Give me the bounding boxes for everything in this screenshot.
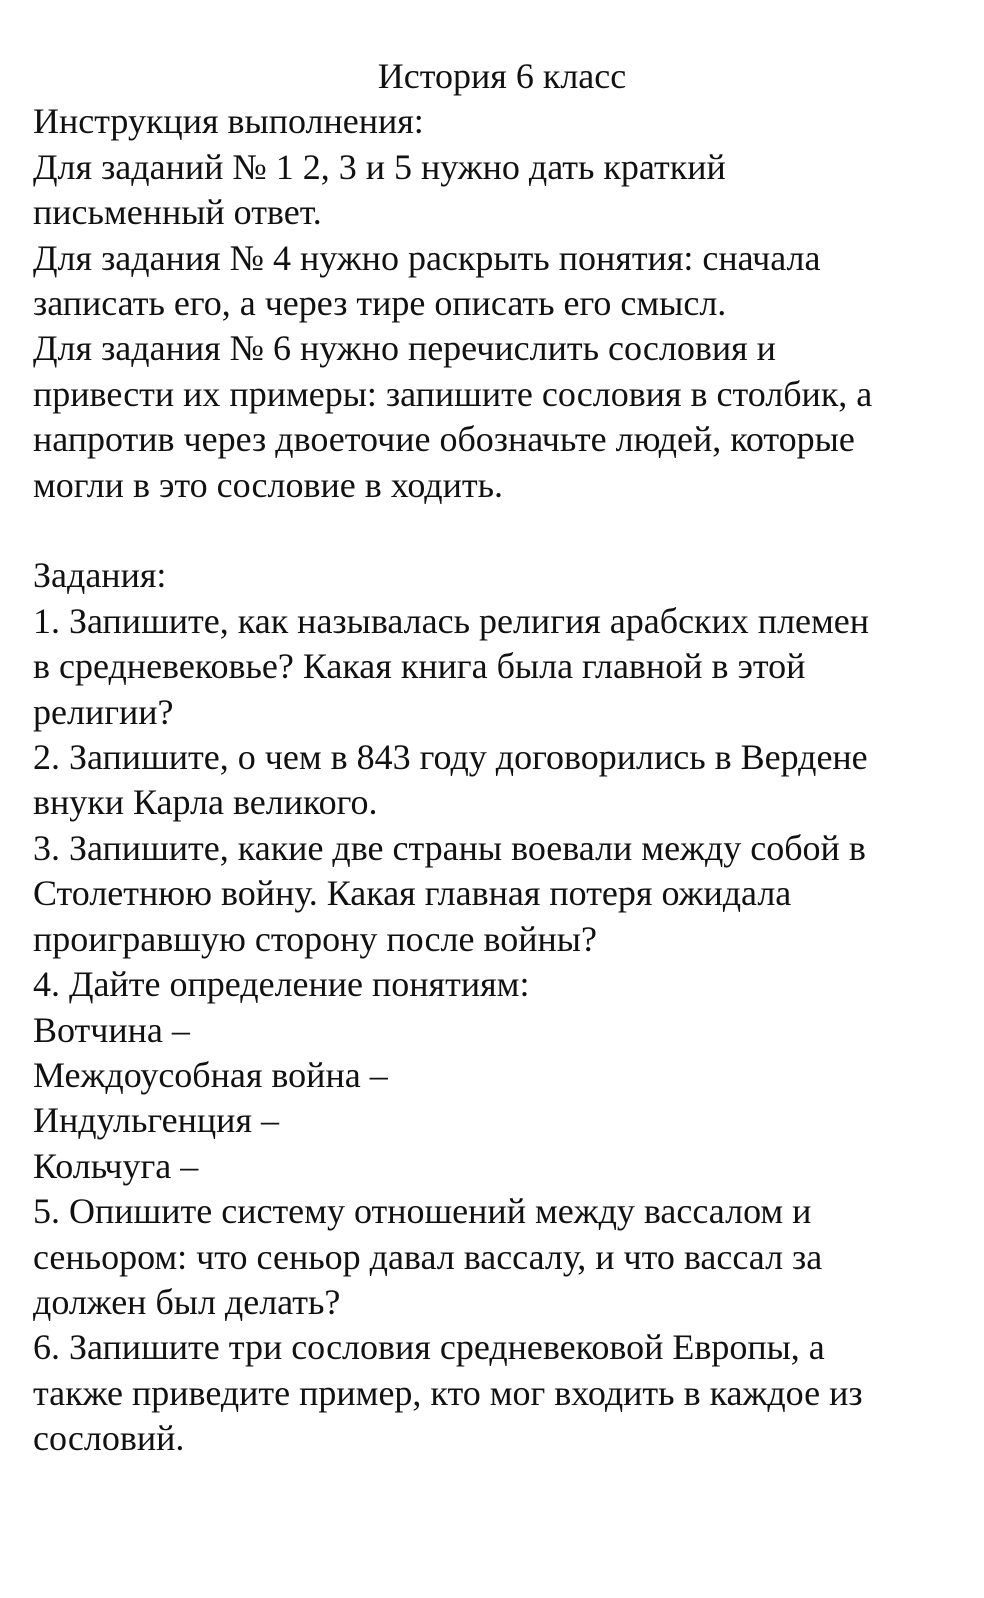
instructions-heading: Инструкция выполнения: (33, 101, 424, 142)
paragraph-spacer (33, 508, 953, 553)
instructions-text (33, 145, 953, 508)
task-line: проигравшую сторону после войны? (33, 918, 597, 959)
document-page (33, 54, 953, 1462)
instruction-line: привести их примеры: запишите сословия в столбик, а (33, 373, 873, 414)
task-line: религии? (33, 691, 174, 732)
task-line: Столетнюю войну. Какая главная потеря ожидала (33, 873, 792, 914)
tasks-list (33, 599, 953, 1462)
definition-term: Кольчуга – (33, 1145, 199, 1186)
task-line: 6. Запишите три сословия средневековой Европы, а (33, 1327, 825, 1368)
task-line: 3. Запишите, какие две страны воевали между собой в (33, 827, 866, 868)
task-line: внуки Карла великого. (33, 782, 378, 823)
definition-term: Междоусобная война – (33, 1054, 388, 1095)
instruction-line: Для задания № 6 нужно перечислить сословия и (33, 328, 776, 369)
task-line: должен был делать? (33, 1281, 341, 1322)
instruction-line: Для задания № 4 нужно раскрыть понятия: сначала (33, 237, 821, 278)
instruction-line: записать его, а через тире описать его смысл. (33, 283, 727, 324)
task-line: 1. Запишите, как называлась религия арабских племен (33, 600, 870, 641)
definition-term: Индульгенция – (33, 1100, 280, 1141)
instruction-line: могли в это сословие в ходить. (33, 464, 504, 505)
definition-term: Вотчина – (33, 1009, 190, 1050)
task-line: в средневековье? Какая книга была главной в этой (33, 646, 806, 687)
task-line: сеньором: что сеньор давал вассалу, и что вассал за (33, 1236, 823, 1277)
tasks-heading: Задания: (33, 555, 167, 596)
task-line: 4. Дайте определение понятиям: (33, 964, 530, 1005)
task-line: также приведите пример, кто мог входить в каждое из (33, 1372, 863, 1413)
instruction-line: письменный ответ. (33, 192, 322, 233)
task-line: сословий. (33, 1418, 185, 1459)
page-title: История 6 класс (377, 56, 627, 96)
instruction-line: напротив через двоеточие обозначьте людей, которые (33, 419, 855, 460)
instruction-line: Для заданий № 1 2, 3 и 5 нужно дать краткий (33, 146, 726, 187)
task-line: 5. Опишите систему отношений между вассалом и (33, 1191, 812, 1232)
task-line: 2. Запишите, о чем в 843 году договорились в Вердене (33, 737, 868, 778)
